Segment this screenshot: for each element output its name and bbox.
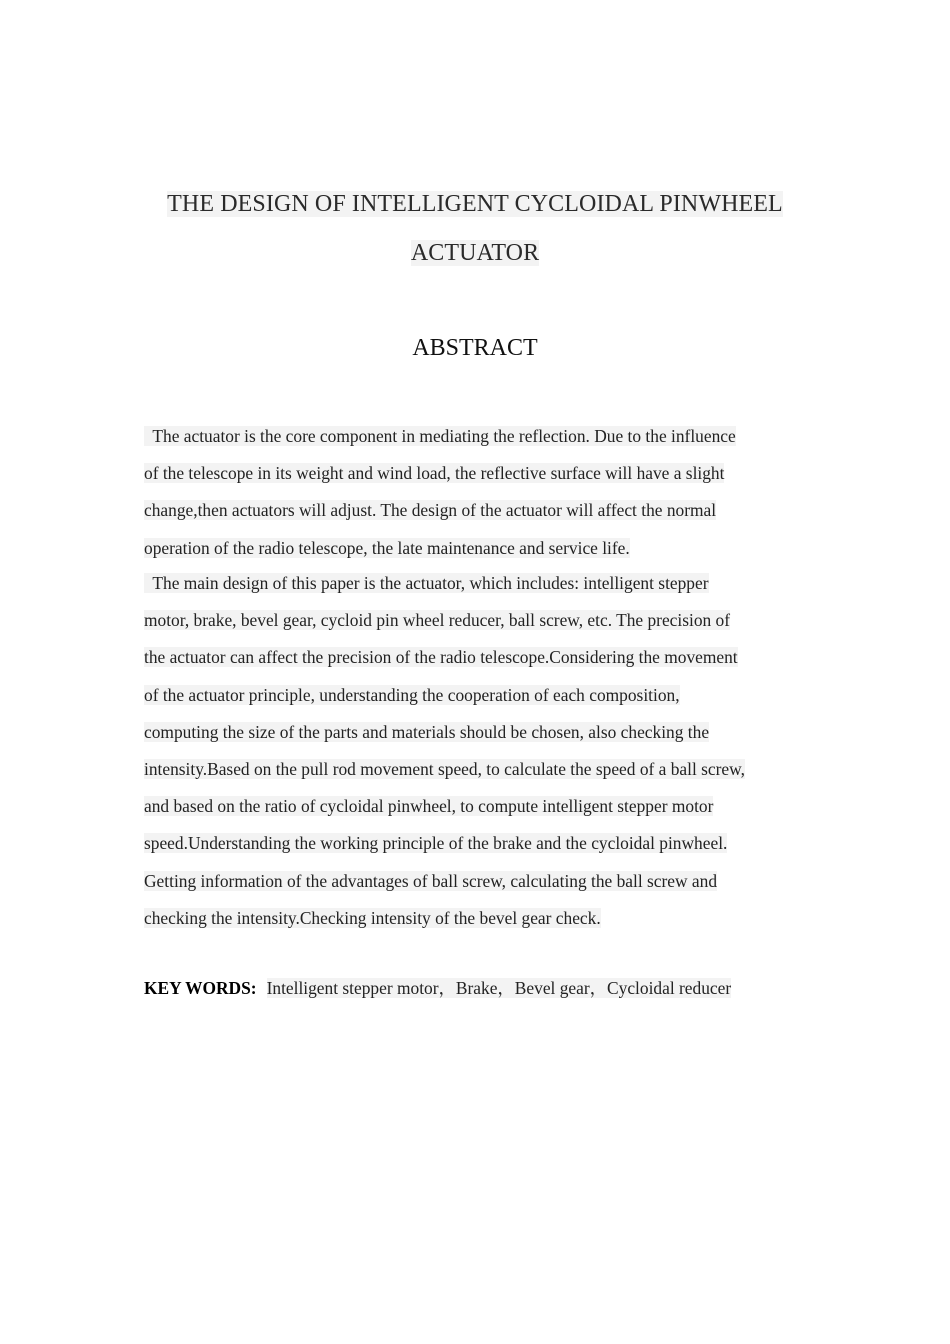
paragraph-line bbox=[144, 788, 814, 825]
paragraph-line-text: computing the size of the parts and materials should be chosen, also checking the bbox=[144, 721, 710, 742]
paragraph-line bbox=[144, 602, 814, 639]
paragraph-line-text: speed.Understanding the working principle of the brake and the cycloidal pinwheel. bbox=[144, 833, 728, 854]
paragraph-line-text: the actuator can affect the precision of the radio telescope.Considering the movement bbox=[144, 647, 738, 668]
keywords-text: Intelligent stepper motor，Brake，Bevel gear，Cycloidal reducer bbox=[266, 978, 732, 998]
paragraph-line bbox=[144, 639, 814, 676]
abstract-paragraph-2 bbox=[144, 565, 814, 937]
abstract-paragraph-1 bbox=[144, 418, 814, 567]
paragraph-line-text: The main design of this paper is the actuator, which includes: intelligent stepper bbox=[144, 573, 709, 593]
keywords-line bbox=[144, 970, 824, 1007]
paragraph-line bbox=[144, 751, 814, 788]
title-line-2: ACTUATOR bbox=[410, 240, 540, 266]
paragraph-line-text: intensity.Based on the pull rod movement speed, to calculate the speed of a ball screw, bbox=[144, 759, 745, 780]
paragraph-line-text: of the telescope in its weight and wind load, the reflective surface will have a slight bbox=[144, 463, 725, 484]
paragraph-line-text: change,then actuators will adjust. The design of the actuator will affect the normal bbox=[144, 500, 717, 521]
title-line-1: THE DESIGN OF INTELLIGENT CYCLOIDAL PINWHEEL bbox=[167, 191, 783, 217]
paragraph-line-text: of the actuator principle, understanding the cooperation of each composition, bbox=[144, 684, 680, 705]
paragraph-line bbox=[144, 530, 814, 567]
paragraph-line-text: operation of the radio telescope, the late maintenance and service life. bbox=[144, 537, 630, 558]
paragraph-line-text: checking the intensity.Checking intensity of the bevel gear check. bbox=[144, 907, 601, 928]
paragraph-line-text: and based on the ratio of cycloidal pinwheel, to compute intelligent stepper motor bbox=[144, 796, 714, 817]
paragraph-line bbox=[144, 565, 814, 602]
paragraph-line bbox=[144, 714, 814, 751]
paragraph-line bbox=[144, 863, 814, 900]
document-title bbox=[0, 180, 950, 278]
paragraph-line-text: motor, brake, bevel gear, cycloid pin wheel reducer, ball screw, etc. The precision of bbox=[144, 610, 731, 631]
paragraph-line-text: Getting information of the advantages of ball screw, calculating the ball screw and bbox=[144, 870, 718, 891]
paragraph-line bbox=[144, 492, 814, 529]
paragraph-line bbox=[144, 900, 814, 937]
keywords-label: KEY WORDS: bbox=[144, 978, 257, 998]
abstract-heading: ABSTRACT bbox=[412, 335, 538, 361]
paragraph-line bbox=[144, 677, 814, 714]
paragraph-line bbox=[144, 455, 814, 492]
paragraph-line bbox=[144, 825, 814, 862]
paragraph-line bbox=[144, 418, 814, 455]
paragraph-line-text: The actuator is the core component in mediating the reflection. Due to the influence bbox=[144, 426, 736, 446]
